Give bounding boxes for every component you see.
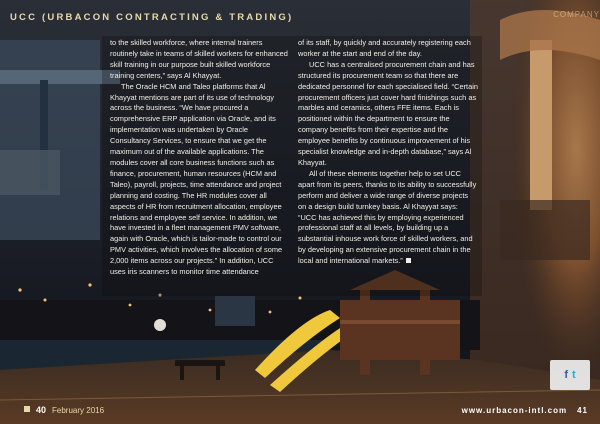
page-number-right: 41 <box>577 406 588 415</box>
paragraph: to the skilled workforce, where internal trainers routinely take in teams of skilled workers for enhanced skill training in our purpose built skilled workforce training centers,” says Al Khayyat. <box>110 38 288 80</box>
paragraph: UCC has a centralised procurement chain and has structured its procurement team so that there are dedicated personnel for each specialised field. “Certain procurement officers just cover hard finishings such as marbles and ceramics, others FFE items. Each is positioned within the department to ensure the company benefits from their expertise and the employee benefits by continuous improvement of his specialist knowledge and in-depth database,” says Al Khayyat. <box>298 59 478 167</box>
page-number-left: 40 <box>36 405 47 415</box>
social-share-box <box>550 360 590 390</box>
footer-left <box>24 405 104 415</box>
website-url[interactable]: www.urbacon-intl.com <box>461 406 568 415</box>
paragraph: All of these elements together help to set UCC apart from its peers, thanks to its ability to successfully perform and deliver a wide range of diverse projects on a design build turnkey basis. Al Khayyat says: “UCC has achieved this by employing experienced professional staff at all levels, by building up a substantial inhouse work force of skilled workers, and by developing an extensive procurement chain in the local and international markets.” <box>298 168 477 266</box>
article-column-2 <box>298 38 478 267</box>
facebook-icon[interactable]: f <box>564 369 568 381</box>
footer-right <box>462 406 588 415</box>
twitter-icon[interactable]: t <box>572 369 576 381</box>
page-header-title: UCC (URBACON CONTRACTING & TRADING) <box>10 12 294 23</box>
article-column-1 <box>110 38 288 278</box>
section-tab: COMPANY <box>553 10 600 19</box>
footer-square-icon <box>24 406 30 412</box>
issue-date: February 2016 <box>52 406 105 415</box>
paragraph: of its staff, by quickly and accurately registering each worker at the start and end of the day. <box>298 38 471 58</box>
end-of-article-mark <box>406 258 411 263</box>
paragraph: The Oracle HCM and Taleo platforms that Al Khayyat mentions are part of its use of technology across the business. “We have procured a comprehensive ERP application via Oracle, and its implementation was undertaken by Oracle Consultancy Services, to ensure that we get the maximum out of the available applications. The modules cover all core business functions such as finance, procurement, human resources (HCM and Taleo), payroll, projects, time attendance and project planning and costing. The HR modules cover all aspects of HR from recruitment allocation, employee relations and employee self service. In addition, we have invested in a fleet management PMV software, again with Oracle, which is tailor-made to control our PMV activities, which involves the allocation of some 2,000 items across our projects.” In addition, UCC uses iris scanners to monitor time attendance <box>110 81 283 277</box>
